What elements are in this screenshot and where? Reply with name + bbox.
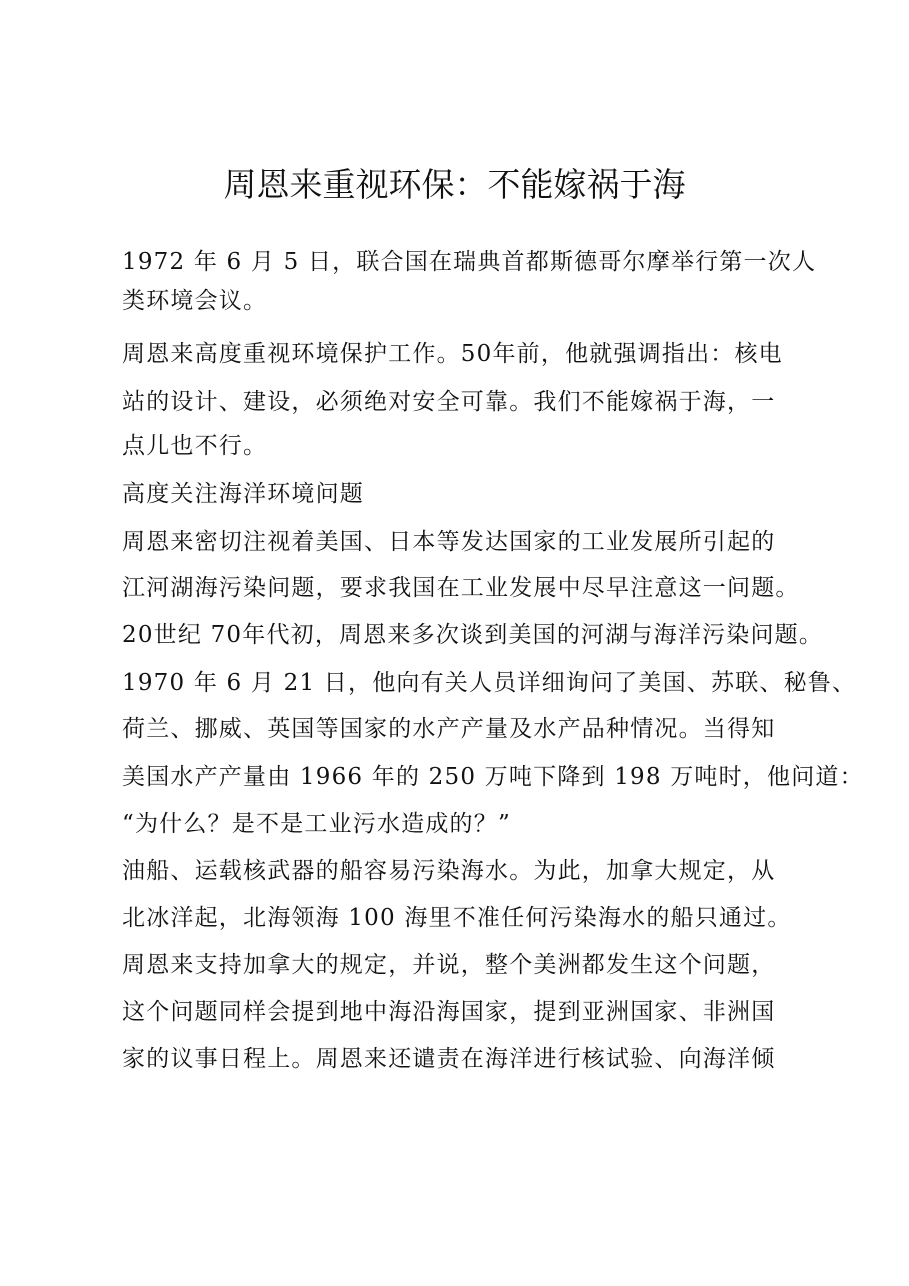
paragraph-line: 1972 年 6 月 5 日，联合国在瑞典首都斯德哥尔摩举行第一次人 <box>122 249 817 275</box>
paragraph-line: 类环境会议。 <box>122 288 268 314</box>
paragraph-line: 20世纪 70年代初，周恩来多次谈到美国的河湖与海洋污染问题。 <box>122 622 824 648</box>
paragraph-line: 油船、运载核武器的船容易污染海水。为此，加拿大规定，从 <box>122 858 776 884</box>
section-heading: 高度关注海洋环境问题 <box>122 481 364 507</box>
paragraph-line: 周恩来支持加拿大的规定，并说，整个美洲都发生这个问题， <box>122 952 776 978</box>
paragraph-line: 周恩来高度重视环境保护工作。50年前，他就强调指出：核电 <box>122 341 783 367</box>
document-title: 周恩来重视环保：不能嫁祸于海 <box>223 165 686 204</box>
paragraph-line: 美国水产产量由 1966 年的 250 万吨下降到 198 万吨时，他问道： <box>122 764 864 790</box>
paragraph-line: 周恩来密切注视着美国、日本等发达国家的工业发展所引起的 <box>122 529 776 555</box>
paragraph-line: 点儿也不行。 <box>122 433 268 459</box>
paragraph-line: 江河湖海污染问题，要求我国在工业发展中尽早注意这一问题。 <box>122 575 800 601</box>
paragraph-line: 荷兰、挪威、英国等国家的水产产量及水产品种情况。当得知 <box>122 716 776 742</box>
paragraph-line: 家的议事日程上。周恩来还谴责在海洋进行核试验、向海洋倾 <box>122 1046 776 1072</box>
paragraph-line: 北冰洋起，北海领海 100 海里不准任何污染海水的船只通过。 <box>122 905 792 931</box>
paragraph-line: 1970 年 6 月 21 日，他向有关人员详细询问了美国、苏联、秘鲁、 <box>122 670 857 696</box>
paragraph-line: 这个问题同样会提到地中海沿海国家，提到亚洲国家、非洲国 <box>122 999 776 1025</box>
paragraph-line: “为什么？是不是工业污水造成的？” <box>122 811 511 837</box>
paragraph-line: 站的设计、建设，必须绝对安全可靠。我们不能嫁祸于海，一 <box>122 389 776 415</box>
